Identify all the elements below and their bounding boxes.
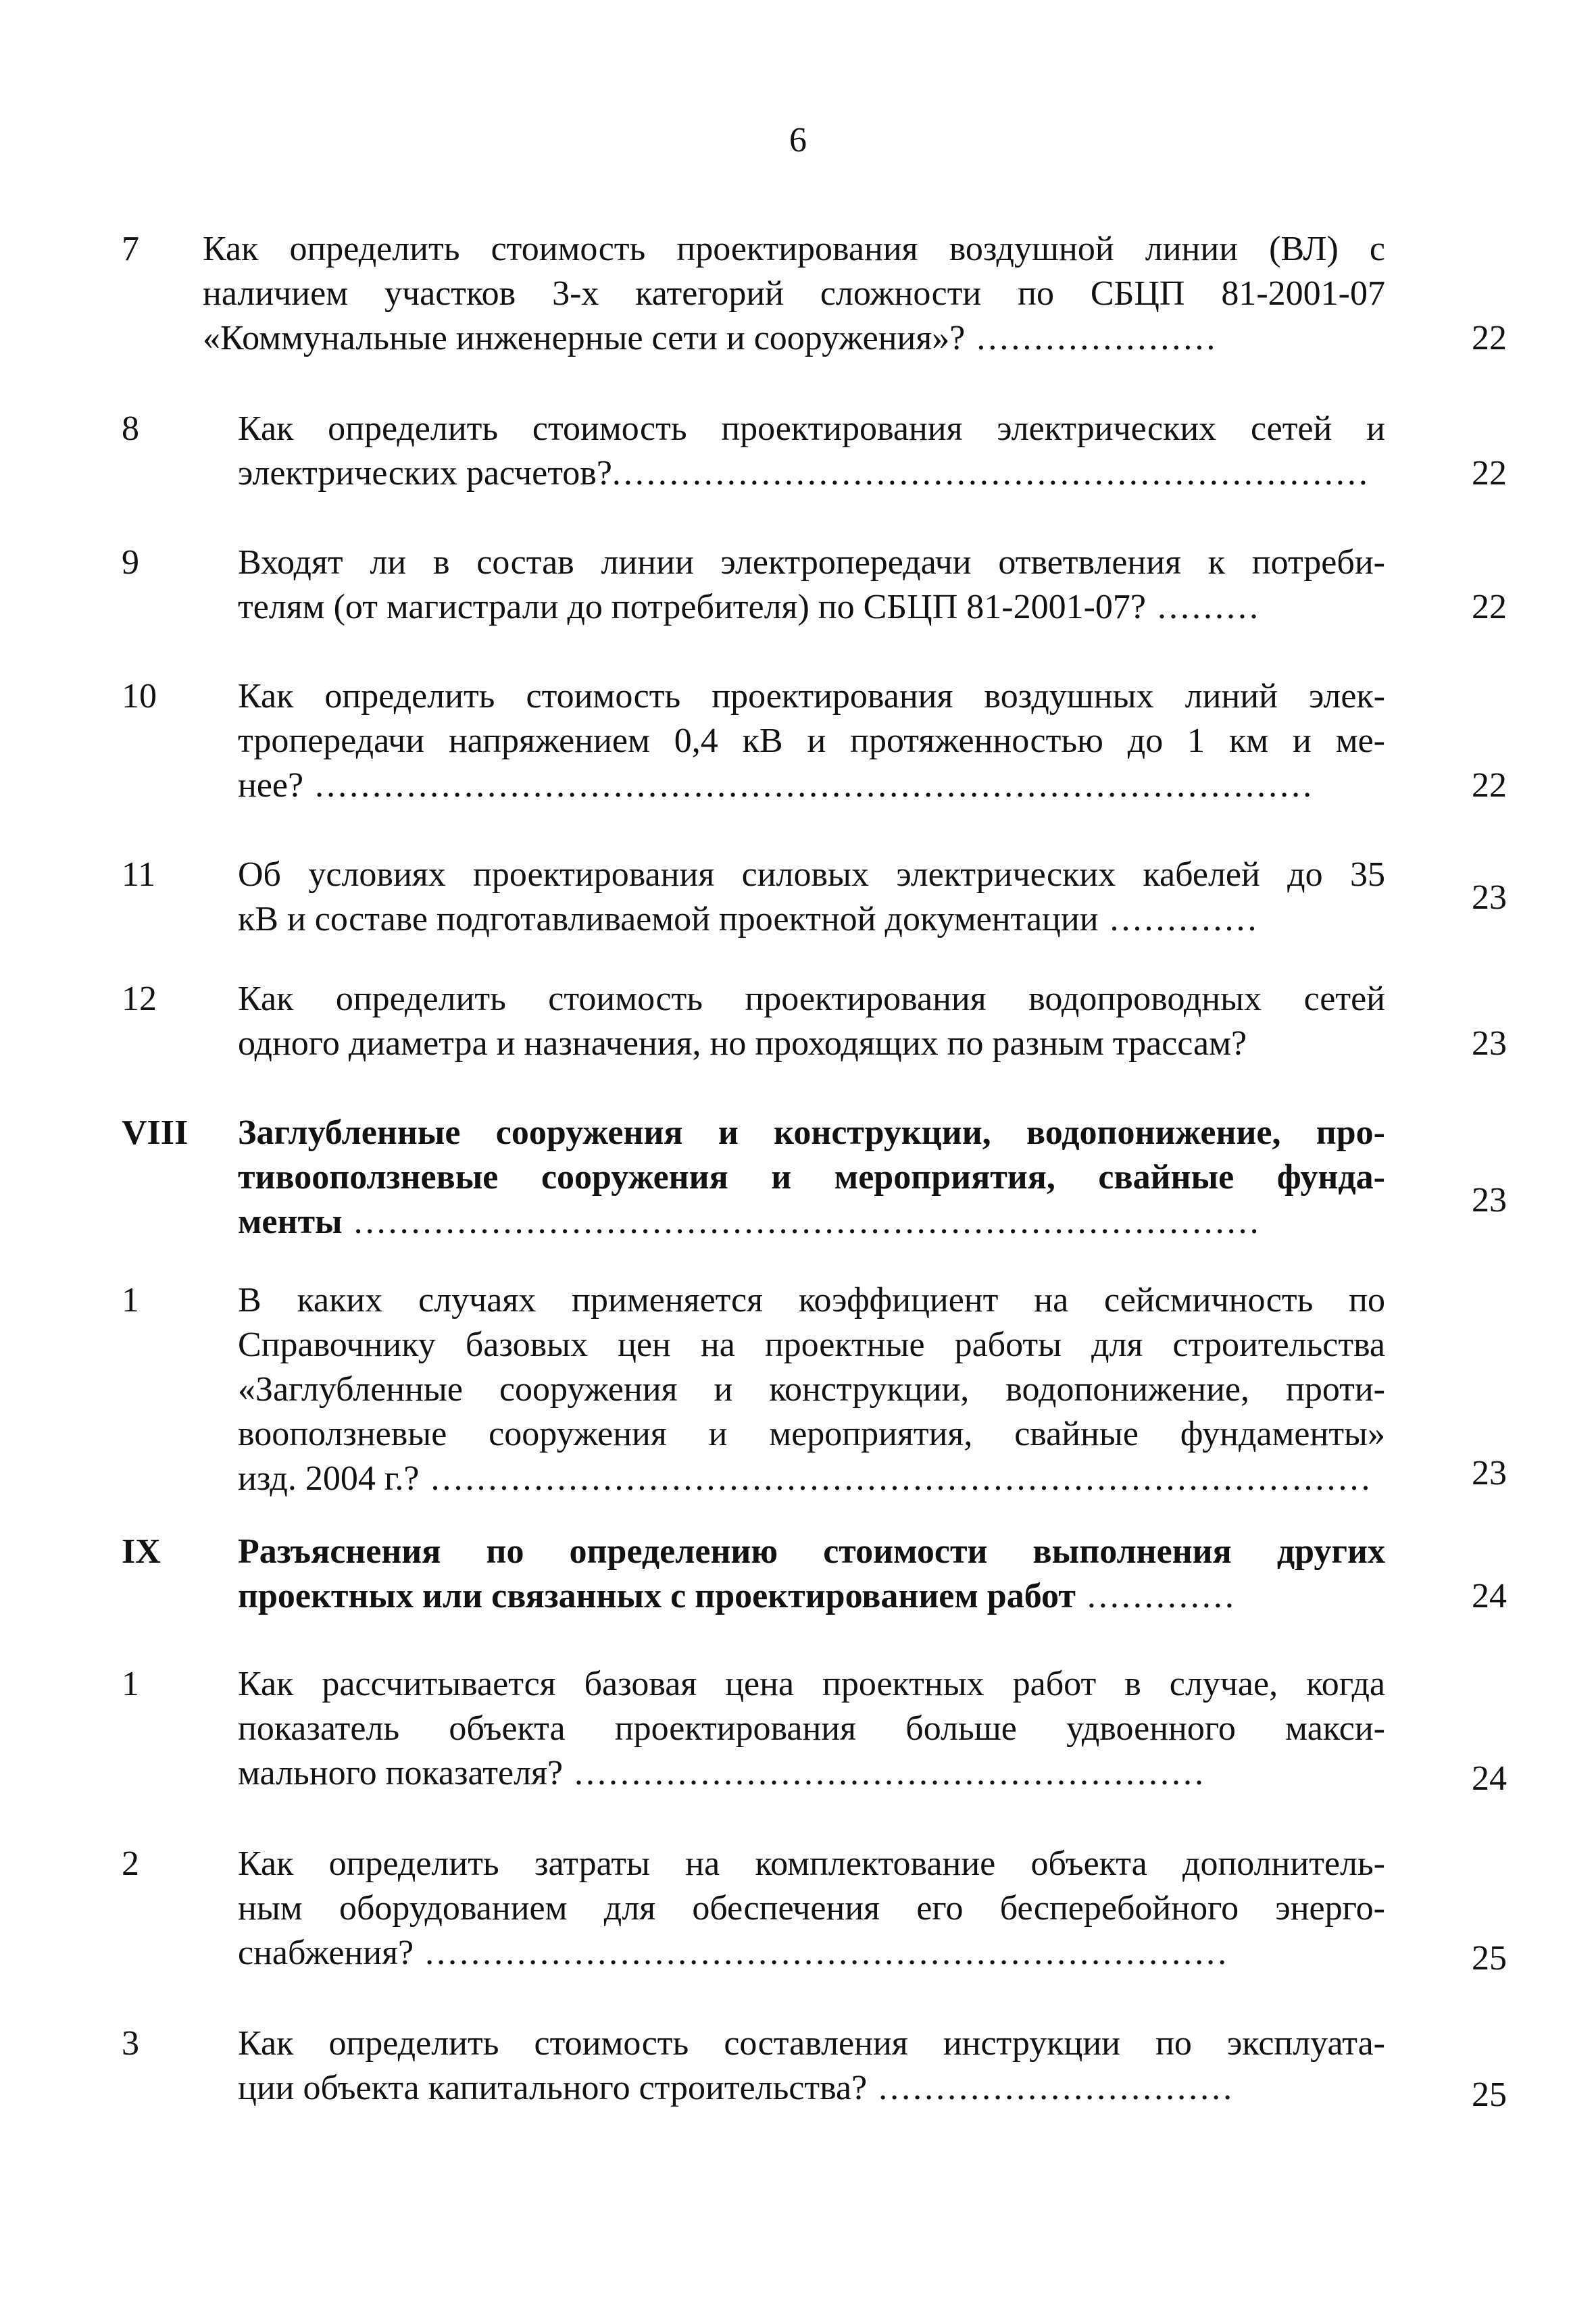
entry-page: 23	[1472, 1454, 1507, 1492]
entry-text	[238, 2021, 1385, 2111]
entry-line: кВ и составе подготавливаемой проектной документации	[238, 900, 1099, 938]
entry-line: Как определить затраты на комплектование объекта дополнитель-	[238, 1844, 1385, 1883]
entry-line: Как определить стоимость составления инструкции по эксплуата-	[238, 2024, 1385, 2063]
entry-text	[238, 1842, 1385, 1976]
entry-text	[238, 540, 1385, 630]
entry-number: 10	[122, 677, 157, 715]
entry-number: 7	[122, 230, 139, 268]
section-number: VIII	[122, 1113, 189, 1152]
entry-line: мального показателя?	[238, 1754, 564, 1792]
entry-line: ным оборудованием для обеспечения его бесперебойного энерго-	[238, 1889, 1385, 1928]
entry-number: 3	[122, 2024, 139, 2063]
entry-line: В каких случаях применяется коэффициент на сейсмичность по	[238, 1281, 1385, 1319]
section-title	[238, 1530, 1385, 1619]
entry-line: ции объекта капитального строительства?	[238, 2069, 868, 2107]
entry-page: 24	[1472, 1577, 1507, 1615]
entry-last-line: нее? .......................................................................................	[238, 766, 1315, 805]
entry-text	[238, 407, 1385, 496]
entry-page: 24	[1472, 1759, 1507, 1798]
section-title	[238, 1111, 1385, 1244]
entry-number: 1	[122, 1281, 139, 1319]
entry-page: 25	[1472, 1939, 1507, 1978]
entry-line: Разъяснения по определению стоимости выполнения других	[238, 1532, 1385, 1571]
entry-line: Справочнику базовых цен на проектные работы для строительства	[238, 1326, 1385, 1364]
entry-last-line: мального показателя? .......................................................	[238, 1754, 1207, 1792]
entry-number: 1	[122, 1665, 139, 1703]
entry-page: 23	[1472, 1024, 1507, 1063]
entry-line: показатель объекта проектирования больше удвоенного макси-	[238, 1709, 1385, 1748]
entry-number: 11	[122, 855, 156, 894]
entry-text	[203, 227, 1385, 361]
entry-last-line: снабжения? ......................................................................	[238, 1934, 1230, 1972]
entry-line: электрических расчетов?	[238, 454, 612, 493]
entry-text	[238, 1278, 1385, 1501]
entry-number: 8	[122, 409, 139, 448]
entry-page: 22	[1472, 319, 1507, 357]
entry-line: менты	[238, 1203, 343, 1241]
entry-line: проектных или связанных с проектированием работ	[238, 1577, 1076, 1615]
entry-line: снабжения?	[238, 1934, 414, 1972]
entry-last-line	[238, 1022, 1385, 1066]
entry-line: Как определить стоимость проектирования электрических сетей и	[238, 409, 1385, 448]
entry-line: тивооползневые сооружения и мероприятия, свайные фунда-	[238, 1158, 1385, 1197]
entry-last-line: изд. 2004 г.? ..................................................................................	[238, 1459, 1373, 1498]
entry-line: Как рассчитывается базовая цена проектных работ в случае, когда	[238, 1665, 1385, 1703]
entry-last-line: электрических расчетов?..................................................................	[238, 454, 1370, 493]
entry-line: наличием участков 3-х категорий сложности по СБЦП 81-2001-07	[203, 274, 1385, 313]
entry-page: 25	[1472, 2076, 1507, 2114]
entry-text	[238, 1662, 1385, 1796]
entry-last-line: менты ...............................................................................	[238, 1203, 1262, 1241]
entry-page: 23	[1472, 878, 1507, 917]
entry-line: Входят ли в состав линии электропередачи ответвления к потреби-	[238, 543, 1385, 582]
entry-last-line: проектных или связанных с проектированием работ .............	[238, 1577, 1237, 1615]
entry-line: нее?	[238, 766, 304, 805]
section-number: IX	[122, 1532, 161, 1571]
entry-number: 2	[122, 1844, 139, 1883]
entry-last-line: телям (от магистрали до потребителя) по СБЦП 81-2001-07? .........	[238, 588, 1261, 626]
entry-line: «Заглубленные сооружения и конструкции, водопонижение, проти-	[238, 1370, 1385, 1409]
entry-page: 22	[1472, 454, 1507, 493]
entry-number: 12	[122, 980, 157, 1018]
entry-page: 22	[1472, 588, 1507, 626]
entry-line: изд. 2004 г.?	[238, 1459, 420, 1498]
entry-last-line: «Коммунальные инженерные сети и сооружения»? .....................	[203, 319, 1218, 357]
entry-line: тропередачи напряжением 0,4 кВ и протяженностью до 1 км и ме-	[238, 722, 1385, 760]
entry-line: Заглубленные сооружения и конструкции, водопонижение, про-	[238, 1113, 1385, 1152]
entry-text	[238, 977, 1385, 1066]
entry-line: одного диаметра и назначения, но проходящих по разным трассам?	[238, 1024, 1247, 1063]
entry-text	[238, 853, 1385, 942]
entry-page: 23	[1472, 1181, 1507, 1219]
entry-line: Как определить стоимость проектирования воздушной линии (ВЛ) с	[203, 230, 1385, 268]
entry-last-line: ции объекта капитального строительства? ...............................	[238, 2069, 1235, 2107]
entry-page: 22	[1472, 766, 1507, 805]
entry-line: Как определить стоимость проектирования водопроводных сетей	[238, 980, 1385, 1018]
entry-line: Как определить стоимость проектирования воздушных линий элек-	[238, 677, 1385, 715]
entry-number: 9	[122, 543, 139, 582]
entry-line: вооползневые сооружения и мероприятия, свайные фундаменты»	[238, 1415, 1385, 1453]
entry-line: телям (от магистрали до потребителя) по СБЦП 81-2001-07?	[238, 588, 1146, 626]
entry-line: Об условиях проектирования силовых электрических кабелей до 35	[238, 855, 1385, 894]
entry-last-line: кВ и составе подготавливаемой проектной документации .............	[238, 900, 1260, 938]
entry-line: «Коммунальные инженерные сети и сооружения»?	[203, 319, 966, 357]
page-number: 6	[789, 121, 807, 159]
entry-text	[238, 674, 1385, 808]
